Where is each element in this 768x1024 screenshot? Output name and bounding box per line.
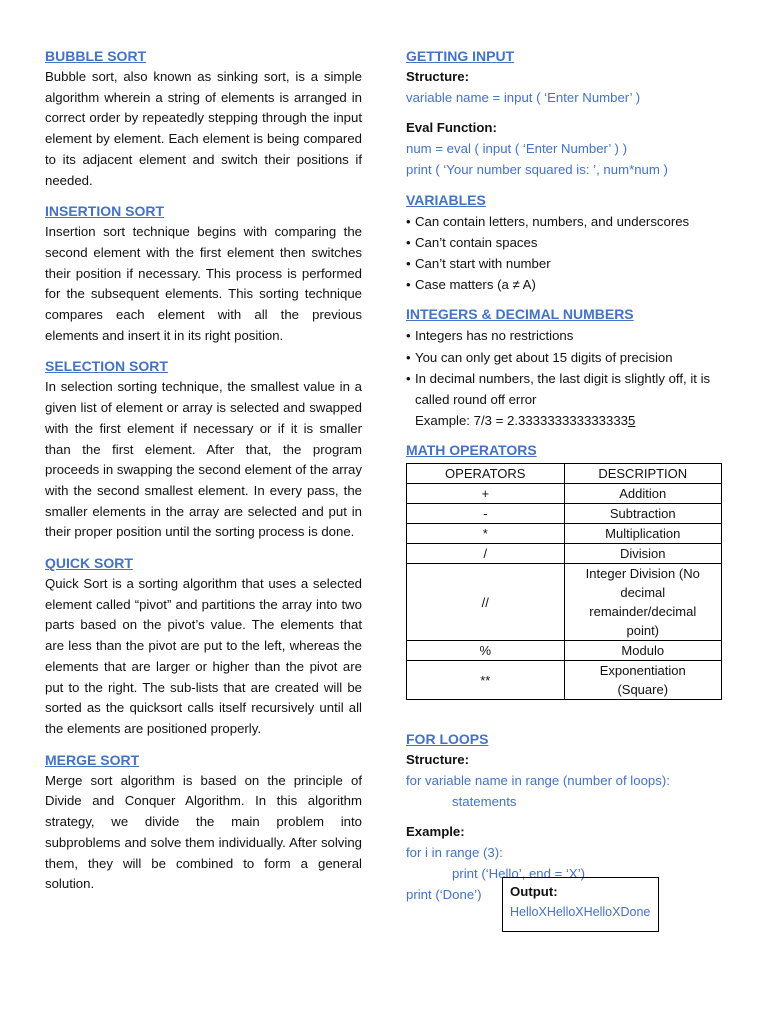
insertion-sort-heading: INSERTION SORT bbox=[45, 203, 165, 220]
math-operators-heading: MATH OPERATORS bbox=[406, 442, 537, 459]
list-item: • Integers has no restrictions bbox=[406, 325, 726, 346]
example-last-digit: 5 bbox=[628, 413, 636, 429]
operator-cell: - bbox=[407, 504, 565, 524]
list-item: • Case matters (a ≠ A) bbox=[406, 274, 726, 295]
round-off-example bbox=[406, 410, 726, 431]
output-value: HelloXHelloXHelloXDone bbox=[510, 904, 651, 919]
list-item: • You can only get about 15 digits of precision bbox=[406, 347, 726, 368]
output-label: Output: bbox=[510, 883, 558, 899]
eval-code-line-1: num = eval ( input ( ‘Enter Number’ ) ) bbox=[406, 141, 627, 157]
description-cell: Integer Division (No decimal remainder/decimal point) bbox=[564, 564, 722, 641]
operator-cell: // bbox=[407, 564, 565, 641]
loop-structure-line-1: for variable name in range (number of loops): bbox=[406, 773, 670, 789]
description-column-header: DESCRIPTION bbox=[564, 464, 722, 484]
quick-sort-text: Quick Sort is a sorting algorithm that uses a selected element called “pivot” and partitions the array into two parts based on the pivot’s value. The elements that are less than the pivot are put to the left, whereas the elements that are larger or higher than the pivot are put to the right. The sub-lists that are created will be sorted as the quicksort calls itself recursively until all the elements are positioned properly. bbox=[45, 576, 362, 736]
loop-structure-line-2: statements bbox=[452, 793, 517, 809]
structure-label: Structure: bbox=[406, 69, 470, 84]
description-cell: Addition bbox=[564, 484, 722, 504]
operator-cell: * bbox=[407, 524, 565, 544]
table-header-row bbox=[407, 464, 722, 484]
loop-example-label: Example: bbox=[406, 824, 465, 840]
operator-cell: ** bbox=[407, 661, 565, 700]
loop-example-line-1: for i in range (3): bbox=[406, 845, 503, 861]
integers-list bbox=[406, 325, 726, 410]
table-row bbox=[407, 524, 722, 544]
operator-cell: + bbox=[407, 484, 565, 504]
operators-table bbox=[406, 463, 722, 700]
example-prefix: Example: 7/3 = 2.333333333333333 bbox=[415, 413, 629, 429]
for-loops-heading: FOR LOOPS bbox=[406, 731, 489, 748]
variables-list bbox=[406, 211, 726, 296]
description-cell: Exponentiation (Square) bbox=[564, 661, 722, 700]
table-row bbox=[407, 484, 722, 504]
bubble-sort-section bbox=[45, 46, 362, 191]
loop-example-tail bbox=[406, 883, 726, 919]
selection-sort-text: In selection sorting technique, the smallest value in a given list of element or array is selected and swapped with the first element if necessary or if it is smaller than the first element. After that, the program proceeds in swapping the second element of the array with the second smallest element. In every pass, the smaller elements in the array are selected and put in their proper position until the sorting process is done. bbox=[45, 379, 362, 540]
merge-sort-text: Merge sort algorithm is based on the principle of Divide and Conquer Algorithm. In this algorithm strategy, we divide the main problem into subproblems and solve them individually. After solving them, they will be combined to form a general solution. bbox=[45, 772, 362, 892]
list-item: • Can contain letters, numbers, and underscores bbox=[406, 211, 726, 232]
merge-sort-heading: MERGE SORT bbox=[45, 751, 140, 768]
quick-sort-section bbox=[45, 553, 362, 740]
math-operators-section bbox=[406, 440, 726, 700]
output-box bbox=[502, 877, 659, 932]
eval-code-line-2: print ( ‘Your number squared is: ’, num*num ) bbox=[406, 161, 668, 177]
description-cell: Multiplication bbox=[564, 524, 722, 544]
bubble-sort-heading: BUBBLE SORT bbox=[45, 48, 147, 64]
insertion-sort-text: Insertion sort technique begins with comparing the second element with the first element then switches their position if necessary. This process is performed for the subsequent elements. This sorting technique compares each element with all the previous elements and insert it in its right position. bbox=[45, 224, 362, 343]
table-row bbox=[407, 661, 722, 700]
table-row bbox=[407, 544, 722, 564]
variables-heading: VARIABLES bbox=[406, 191, 486, 208]
variables-section bbox=[406, 190, 726, 296]
eval-function-label: Eval Function: bbox=[406, 120, 497, 136]
loop-example-line-3: print (‘Done’) bbox=[406, 886, 482, 902]
operator-cell: / bbox=[407, 544, 565, 564]
list-item: • Can’t start with number bbox=[406, 253, 726, 274]
selection-sort-heading: SELECTION SORT bbox=[45, 358, 168, 375]
loop-example-line-2: print (‘Hello’, end = ‘X’) bbox=[452, 865, 586, 881]
table-row bbox=[407, 641, 722, 661]
table-row bbox=[407, 504, 722, 524]
getting-input-heading: GETTING INPUT bbox=[406, 48, 515, 64]
table-row bbox=[407, 564, 722, 641]
description-cell: Subtraction bbox=[564, 504, 722, 524]
operator-cell: % bbox=[407, 641, 565, 661]
for-loops-section bbox=[406, 729, 726, 919]
list-item: • In decimal numbers, the last digit is slightly off, it is called round off error bbox=[406, 368, 726, 410]
spacer bbox=[406, 709, 726, 729]
insertion-sort-section bbox=[45, 201, 362, 346]
integers-decimal-section bbox=[406, 304, 726, 431]
input-structure-code: variable name = input ( ‘Enter Number’ ) bbox=[406, 89, 641, 105]
operators-column-header: OPERATORS bbox=[407, 464, 565, 484]
loop-structure-label: Structure: bbox=[406, 752, 470, 768]
getting-input-section bbox=[406, 46, 726, 181]
integers-decimal-heading: INTEGERS & DECIMAL NUMBERS bbox=[406, 306, 634, 323]
right-column bbox=[406, 46, 726, 919]
merge-sort-section bbox=[45, 750, 362, 895]
list-item: • Can’t contain spaces bbox=[406, 232, 726, 253]
selection-sort-section bbox=[45, 356, 362, 543]
description-cell: Modulo bbox=[564, 641, 722, 661]
bubble-sort-text: Bubble sort, also known as sinking sort, is a simple algorithm wherein a string of elements is arranged in correct order by repeatedly stepping through the input element by element. Each element is being compared to its adjacent element and switch their positions if needed. bbox=[45, 69, 362, 188]
description-cell: Division bbox=[564, 544, 722, 564]
quick-sort-heading: QUICK SORT bbox=[45, 555, 133, 572]
left-column bbox=[45, 46, 362, 905]
